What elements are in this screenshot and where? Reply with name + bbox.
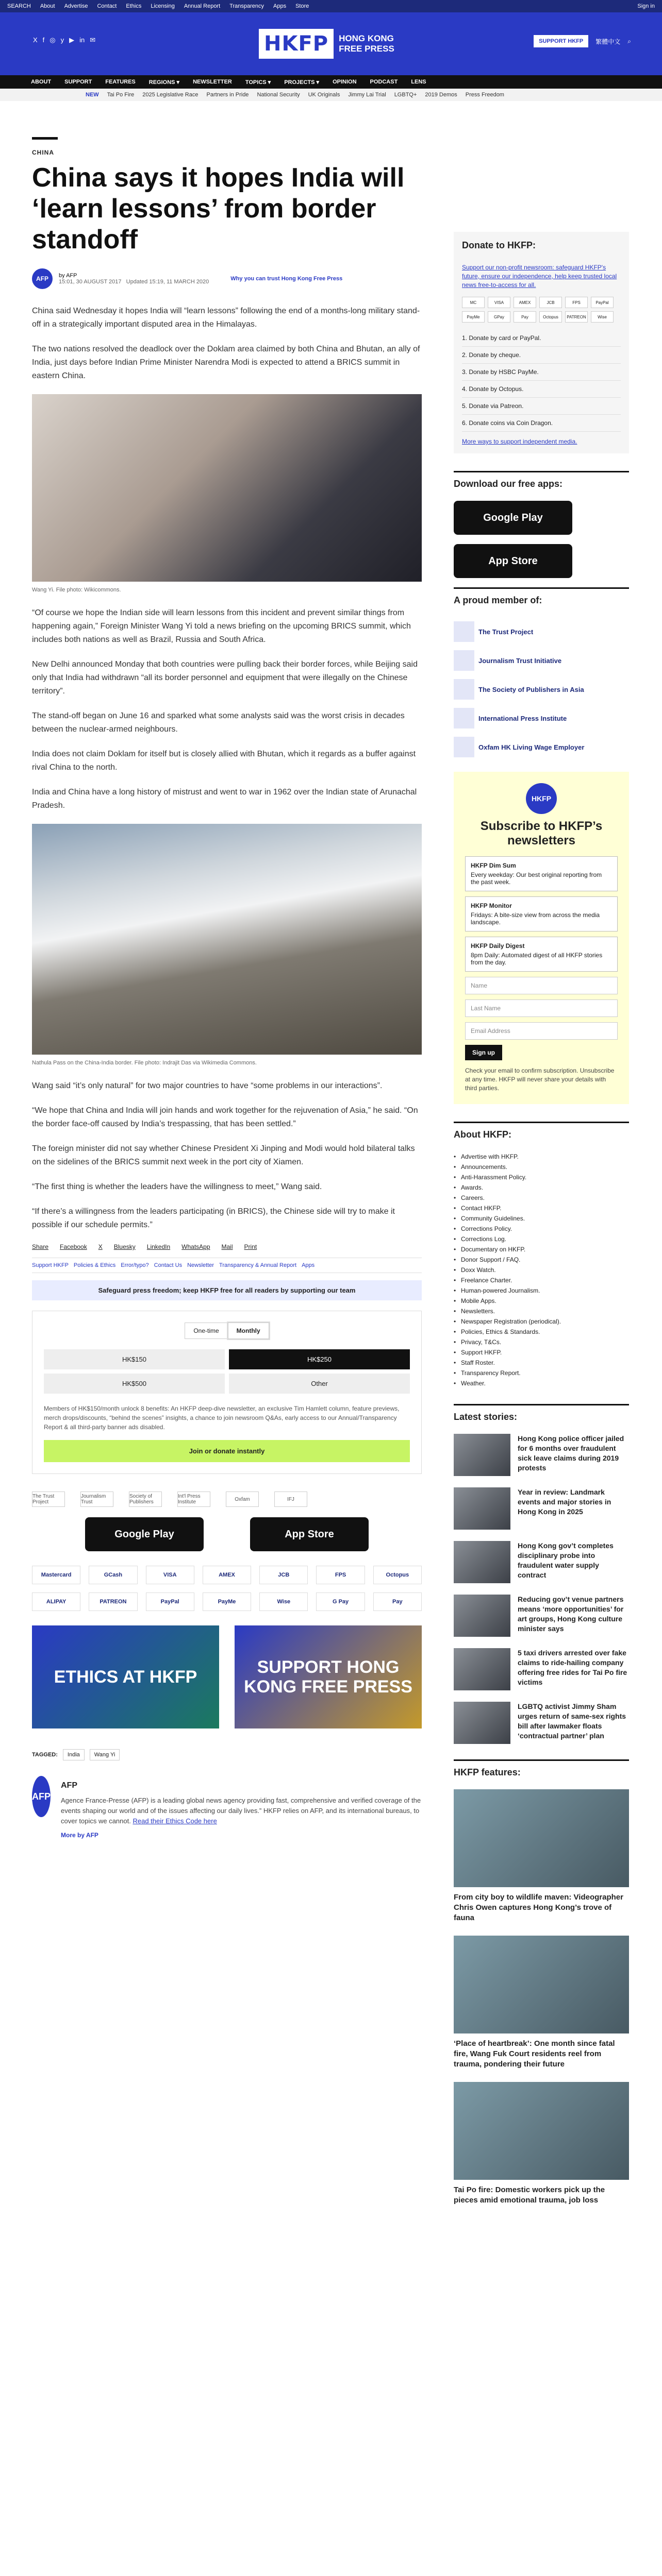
- apps-title: Download our free apps:: [454, 471, 629, 494]
- newsletter-option[interactable]: [465, 856, 618, 891]
- donate-method-link[interactable]: 1. Donate by card or PayPal.: [462, 330, 621, 347]
- newsletter-note: Check your email to confirm subscription. Unsubscribe at any time. HKFP will never share your details with third parties.: [465, 1067, 615, 1092]
- about-link[interactable]: • Anti-Harassment Policy.: [454, 1172, 629, 1182]
- about-link[interactable]: • Human-powered Journalism.: [454, 1285, 629, 1296]
- feature-headline[interactable]: ‘Place of heartbreak’: One month since fatal fire, Wang Fuk Court residents reel from trauma, pondering their future: [454, 2039, 615, 2069]
- about-link[interactable]: • Support HKFP.: [454, 1347, 629, 1358]
- signup-button[interactable]: Sign up: [465, 1045, 502, 1060]
- about-link[interactable]: • Advertise with HKFP.: [454, 1151, 629, 1162]
- story-thumbnail: [454, 1648, 510, 1690]
- partner-logo: Oxfam: [226, 1492, 259, 1507]
- topbar-link[interactable]: Transparency: [229, 3, 264, 9]
- about-link[interactable]: • Corrections Policy.: [454, 1224, 629, 1234]
- about-link[interactable]: • Community Guidelines.: [454, 1213, 629, 1224]
- member-icon: [454, 650, 474, 671]
- about-link[interactable]: • Privacy, T&Cs.: [454, 1337, 629, 1347]
- nav-item[interactable]: NEWSLETTER: [193, 79, 232, 85]
- about-link[interactable]: • Weather.: [454, 1378, 629, 1388]
- about-link[interactable]: • Corrections Log.: [454, 1234, 629, 1244]
- payment-logo: Wise: [259, 1592, 308, 1611]
- topbar-link[interactable]: Apps: [273, 3, 287, 9]
- about-link[interactable]: • Careers.: [454, 1193, 629, 1203]
- donate-method-link[interactable]: 4. Donate by Octopus.: [462, 381, 621, 398]
- about-link[interactable]: • Donor Support / FAQ.: [454, 1255, 629, 1265]
- share-link[interactable]: Print: [244, 1243, 257, 1250]
- newsletter-option[interactable]: [465, 896, 618, 931]
- paragraph: The foreign minister did not say whether Chinese President Xi Jinping and Modi would hold bilateral talks on the sidelines of the BRICS summit next week in the port city of Xiamen.: [32, 1144, 415, 1166]
- google-play-button[interactable]: Google Play: [85, 1517, 204, 1551]
- monthly-toggle[interactable]: Monthly: [228, 1323, 269, 1339]
- member-benefits: Members of HK$150/month unlock 8 benefits: An HKFP deep-dive newsletter, an exclusive Tim Hamlett column, feature previews, merch drops/discounts, “behind the scenes” insights, a chance to join newsroom Q&As, early access to our Annual/Transparency Report & all third-party banner ads disabled.: [44, 1405, 400, 1431]
- share-link[interactable]: Bluesky: [113, 1243, 136, 1250]
- newsletter-input[interactable]: Name: [465, 977, 618, 994]
- hkfp-logo[interactable]: [259, 26, 403, 62]
- story-headline[interactable]: Reducing gov’t venue partners means ‘more opportunities’ for art groups, Hong Kong culture minister says: [518, 1595, 624, 1633]
- tag-wang-yi[interactable]: Wang Yi: [90, 1749, 120, 1760]
- payment-card-icon: Wise: [591, 311, 614, 323]
- side-google-play[interactable]: Google Play: [454, 501, 572, 535]
- social-icon[interactable]: in: [79, 36, 85, 44]
- article: [32, 137, 422, 1839]
- ticker-item[interactable]: LGBTQ+: [394, 92, 417, 98]
- member-icon: [454, 679, 474, 700]
- member-name: The Trust Project: [478, 628, 534, 636]
- footer-link[interactable]: Apps: [302, 1262, 315, 1268]
- story-thumbnail: [454, 1702, 510, 1744]
- paragraph: The stand-off began on June 16 and sparked what some analysts said was the worst crisis in decades between the nuclear-armed neighbours.: [32, 711, 405, 734]
- members-title: A proud member of:: [454, 587, 629, 610]
- paragraph: China said Wednesday it hopes India will “learn lessons” following the end of a months-long military stand-off in a strategically important disputed area in the Himalayas.: [32, 307, 420, 329]
- ticker-item[interactable]: National Security: [257, 92, 300, 98]
- article-body-1: [32, 304, 422, 383]
- payment-methods: [32, 1566, 422, 1611]
- topbar-link[interactable]: Ethics: [126, 3, 142, 9]
- newsletter-input[interactable]: Last Name: [465, 999, 618, 1017]
- member-logo[interactable]: [454, 733, 629, 761]
- payment-card-icon: GPay: [488, 311, 510, 323]
- topbar-link[interactable]: SEARCH: [7, 3, 31, 9]
- paragraph: Wang said “it’s only natural” for two major countries to have “some problems in our interactions”.: [32, 1081, 383, 1090]
- story-thumbnail: [454, 1487, 510, 1530]
- social-links: [33, 36, 95, 44]
- feature-story[interactable]: [454, 2082, 629, 2206]
- paragraph: “If there’s a willingness from the leaders participating (in BRICS), the Chinese side will try to make it possible if our schedule permits.”: [32, 1207, 395, 1229]
- nav-item[interactable]: LENS: [411, 79, 426, 85]
- nav-item[interactable]: PROJECTS ▾: [284, 79, 320, 86]
- latest-story[interactable]: [454, 1434, 629, 1476]
- nav-item[interactable]: TOPICS ▾: [245, 79, 271, 86]
- features-title: HKFP features:: [454, 1759, 629, 1782]
- amount-other[interactable]: Other: [229, 1374, 410, 1394]
- payment-logo: PayPal: [146, 1592, 194, 1611]
- tags-label: TAGGED:: [32, 1752, 58, 1758]
- topbar-link[interactable]: Store: [295, 3, 309, 9]
- more-ways-link[interactable]: More ways to support independent media.: [462, 438, 577, 445]
- nathula-pass-photo: [32, 824, 422, 1055]
- paragraph: “The first thing is whether the leaders have the willingness to meet,” Wang said.: [32, 1182, 322, 1191]
- feature-story[interactable]: [454, 1936, 629, 2070]
- member-name: International Press Institute: [478, 714, 567, 722]
- story-thumbnail: [454, 1595, 510, 1637]
- about-link[interactable]: • Contact HKFP.: [454, 1203, 629, 1213]
- photo-caption-2: Nathula Pass on the China-India border. File photo: Indrajit Das via Wikimedia Commons.: [32, 1060, 257, 1066]
- social-icon[interactable]: ✉: [90, 36, 96, 44]
- feature-headline[interactable]: From city boy to wildlife maven: Videographer Chris Owen captures Hong Kong’s trove of fauna: [454, 1893, 623, 1922]
- trending-ticker: [0, 89, 662, 101]
- paragraph: “Of course we hope the Indian side will learn lessons from this incident and prevent similar things from happening again,” Foreign Minister Wang Yi told a news briefing on the upcoming BRICS summit, which includes both nations as well as Brazil, Russia and South Africa.: [32, 608, 411, 644]
- ethics-promo[interactable]: ETHICS AT HKFP: [32, 1625, 219, 1728]
- member-logo[interactable]: [454, 646, 629, 675]
- share-link[interactable]: LinkedIn: [146, 1243, 171, 1250]
- nav-item[interactable]: PODCAST: [370, 79, 398, 85]
- ticker-item[interactable]: Tai Po Fire: [107, 92, 135, 98]
- payment-card-icon: Pay: [514, 311, 536, 323]
- newsletter-title: Subscribe to HKFP’s newsletters: [480, 819, 603, 848]
- nav-item[interactable]: ABOUT: [31, 79, 52, 85]
- feature-image: [454, 2082, 629, 2180]
- payment-logo: G Pay: [316, 1592, 365, 1611]
- about-link[interactable]: • Awards.: [454, 1182, 629, 1193]
- logo-line2: FREE PRESS: [339, 44, 394, 54]
- side-app-store[interactable]: App Store: [454, 544, 572, 578]
- article-body-2: [32, 606, 422, 812]
- story-headline[interactable]: LGBTQ activist Jimmy Sham urges return of same-sex rights bill after lawmaker floats ‘contractual partner’ plan: [518, 1702, 626, 1740]
- byline: [32, 268, 422, 289]
- story-headline[interactable]: Year in review: Landmark events and major stories in Hong Kong in 2025: [518, 1488, 611, 1516]
- topbar-link[interactable]: Annual Report: [184, 3, 221, 9]
- newsletter-input[interactable]: Email Address: [465, 1022, 618, 1040]
- feature-image: [454, 1936, 629, 2033]
- partner-logos: [32, 1492, 422, 1507]
- social-icon[interactable]: f: [42, 36, 45, 44]
- amount-250[interactable]: HK$250: [229, 1349, 410, 1369]
- payment-card-icon: Octopus: [539, 311, 562, 323]
- payment-logo: PATREON: [89, 1592, 137, 1611]
- sidebar: [454, 232, 629, 2218]
- member-logo[interactable]: [454, 675, 629, 704]
- topbar-link[interactable]: Advertise: [64, 3, 88, 9]
- author-bio: [32, 1776, 422, 1839]
- amount-150[interactable]: HK$150: [44, 1349, 225, 1369]
- donate-method-link[interactable]: 6. Donate coins via Coin Dragon.: [462, 415, 621, 432]
- footer-link[interactable]: Contact Us: [154, 1262, 183, 1268]
- donate-title: Donate to HKFP:: [462, 240, 536, 250]
- share-link[interactable]: WhatsApp: [181, 1243, 210, 1250]
- safeguard-banner[interactable]: Safeguard press freedom; keep HKFP free for all readers by supporting our team: [32, 1280, 422, 1300]
- support-button[interactable]: SUPPORT HKFP: [534, 35, 588, 47]
- newsletter-desc: Every weekday: Our best original reporting from the past week.: [471, 871, 602, 886]
- member-name: The Society of Publishers in Asia: [478, 685, 584, 693]
- member-icon: [454, 737, 474, 757]
- author-avatar[interactable]: AFP: [32, 268, 53, 289]
- about-title: About HKFP:: [454, 1122, 629, 1144]
- logo-line1: HONG KONG: [339, 33, 394, 43]
- logo-mark: HKFP: [259, 29, 334, 59]
- donate-method-link[interactable]: 3. Donate by HSBC PayMe.: [462, 364, 621, 381]
- sign-in-link[interactable]: Sign in: [637, 3, 655, 9]
- member-name: Oxfam HK Living Wage Employer: [478, 743, 585, 751]
- member-logo[interactable]: [454, 617, 629, 646]
- member-icon: [454, 621, 474, 642]
- join-button[interactable]: Join or donate instantly: [44, 1440, 410, 1462]
- donate-lead[interactable]: Support our non-profit newsroom: safeguard HKFP's future, ensure our independence, help keep trusted local news free-to-access for all.: [462, 264, 617, 289]
- ticker-item[interactable]: Jimmy Lai Trial: [348, 92, 386, 98]
- story-headline[interactable]: 5 taxi drivers arrested over fake claims to ride-hailing company offering free rides for Tai Po fire victims: [518, 1649, 627, 1686]
- feature-story[interactable]: [454, 1789, 629, 1923]
- payment-logo: JCB: [259, 1566, 308, 1584]
- ticker-item[interactable]: 2025 Legislative Race: [142, 92, 198, 98]
- newsletter-option[interactable]: [465, 937, 618, 972]
- payment-card-icon: VISA: [488, 297, 510, 308]
- partner-logo: The Trust Project: [32, 1492, 65, 1507]
- footer-link[interactable]: Transparency & Annual Report: [219, 1262, 297, 1268]
- payment-card-icon: JCB: [539, 297, 562, 308]
- share-bar: [32, 1243, 422, 1250]
- partner-logo: Society of Publishers: [129, 1492, 162, 1507]
- app-store-button[interactable]: App Store: [250, 1517, 369, 1551]
- search-icon[interactable]: ⌕: [627, 37, 631, 45]
- publish-date: 15:01, 30 AUGUST 2017: [59, 279, 122, 285]
- tags: [32, 1749, 422, 1760]
- donation-widget: [32, 1311, 422, 1474]
- payment-logo: VISA: [146, 1566, 194, 1584]
- one-time-toggle[interactable]: One-time: [185, 1323, 227, 1339]
- newsletter-signup: [454, 772, 629, 1104]
- share-link[interactable]: Share: [32, 1243, 49, 1250]
- ticker-label: NEW: [86, 92, 99, 98]
- payment-card-icon: MC: [462, 297, 485, 308]
- latest-story[interactable]: [454, 1648, 629, 1690]
- member-logo[interactable]: [454, 704, 629, 733]
- sidebar-donate: [454, 232, 629, 453]
- payment-card-icon: PayPal: [591, 297, 614, 308]
- about-link[interactable]: • Freelance Charter.: [454, 1275, 629, 1285]
- tag-india[interactable]: India: [63, 1749, 85, 1760]
- payment-logo: FPS: [316, 1566, 365, 1584]
- latest-story[interactable]: [454, 1702, 629, 1744]
- category-kicker[interactable]: CHINA: [32, 149, 54, 156]
- masthead: [0, 12, 662, 75]
- ticker-item[interactable]: Partners in Pride: [206, 92, 249, 98]
- about-link[interactable]: • Policies, Ethics & Standards.: [454, 1327, 629, 1337]
- newsletter-desc: Fridays: A bite-size view from across the media landscape.: [471, 911, 600, 926]
- bio-avatar[interactable]: AFP: [32, 1776, 51, 1817]
- ticker-item[interactable]: UK Originals: [308, 92, 340, 98]
- footer-link[interactable]: Newsletter: [187, 1262, 214, 1268]
- ticker-item[interactable]: 2019 Demos: [425, 92, 457, 98]
- latest-story[interactable]: [454, 1595, 629, 1637]
- top-bar: [0, 0, 662, 12]
- paragraph: India does not claim Doklam for itself but is closely allied with Bhutan, which it regards as a buffer against rival China to the north.: [32, 750, 416, 772]
- payment-logo: ALIPAY: [32, 1592, 80, 1611]
- amount-500[interactable]: HK$500: [44, 1374, 225, 1394]
- payment-card-icon: PATREON: [565, 311, 588, 323]
- social-icon[interactable]: ◎: [49, 36, 56, 44]
- bio-name[interactable]: AFP: [61, 1781, 77, 1790]
- partner-logo: IFJ: [274, 1492, 307, 1507]
- member-name: Journalism Trust Initiative: [478, 656, 562, 665]
- share-link[interactable]: X: [98, 1243, 103, 1250]
- about-link[interactable]: • Announcements.: [454, 1162, 629, 1172]
- newsletter-name: HKFP Dim Sum: [471, 862, 516, 869]
- payment-card-icon: FPS: [565, 297, 588, 308]
- feature-image: [454, 1789, 629, 1887]
- donate-method-link[interactable]: 5. Donate via Patreon.: [462, 398, 621, 415]
- payment-logo: Mastercard: [32, 1566, 80, 1584]
- paragraph: New Delhi announced Monday that both countries were pulling back their border forces, while Beijing said only that India had withdrawn “all its border personnel and equipment that were illegally on the Chinese territory”.: [32, 660, 418, 696]
- ticker-item[interactable]: Press Freedom: [465, 92, 504, 98]
- paragraph: The two nations resolved the deadlock over the Doklam area claimed by both China and Bhutan, an ally of India, just days before Indian Prime Minister Narendra Modi is expected to attend a BRICS summit in eastern China.: [32, 345, 420, 380]
- nav-item[interactable]: FEATURES: [105, 79, 136, 85]
- member-icon: [454, 708, 474, 728]
- social-icon[interactable]: X: [33, 36, 38, 44]
- topbar-link[interactable]: Contact: [97, 3, 117, 9]
- partner-logo: Int'l Press Institute: [177, 1492, 210, 1507]
- article-footer-links: [32, 1258, 422, 1273]
- paragraph: India and China have a long history of mistrust and went to war in 1962 over the Indian state of Arunachal Pradesh.: [32, 788, 417, 810]
- feature-headline[interactable]: Tai Po fire: Domestic workers pick up the pieces amid emotional trauma, job loss: [454, 2185, 605, 2205]
- language-toggle[interactable]: 繁體中文: [595, 38, 621, 45]
- partner-logo: Journalism Trust: [80, 1492, 113, 1507]
- social-icon[interactable]: ▶: [69, 36, 75, 44]
- nav-item[interactable]: OPINION: [333, 79, 357, 85]
- share-link[interactable]: Facebook: [60, 1243, 87, 1250]
- article-title: China says it hopes India will ‘learn lessons’ from border standoff: [32, 163, 405, 255]
- trust-link[interactable]: Why you can trust Hong Kong Free Press: [230, 276, 343, 282]
- payment-logo: AMEX: [203, 1566, 251, 1584]
- payment-card-icon: PayMe: [462, 311, 485, 323]
- payment-logo: PayMe: [203, 1592, 251, 1611]
- payment-logo: Pay: [373, 1592, 422, 1611]
- story-headline[interactable]: Hong Kong gov’t completes disciplinary probe into fraudulent water supply contract: [518, 1541, 614, 1579]
- about-link[interactable]: • Mobile Apps.: [454, 1296, 629, 1306]
- nav-item[interactable]: REGIONS ▾: [148, 79, 180, 86]
- payment-logo: Octopus: [373, 1566, 422, 1584]
- footer-link[interactable]: Error/typo?: [121, 1262, 149, 1268]
- photo-caption-1: Wang Yi. File photo: Wikicommons.: [32, 587, 121, 593]
- story-thumbnail: [454, 1434, 510, 1476]
- author-name[interactable]: by AFP: [59, 273, 77, 279]
- donate-method-link[interactable]: 2. Donate by cheque.: [462, 347, 621, 364]
- ethics-link[interactable]: Read their Ethics Code here: [133, 1817, 217, 1825]
- newsletter-badge: HKFP: [526, 783, 557, 814]
- paragraph: “We hope that China and India will join hands and work together for the rejuvenation of Asia,” he said. “On the border face-off caused by India’s trespassing, that has been settled.”: [32, 1106, 418, 1128]
- footer-link[interactable]: Policies & Ethics: [73, 1262, 116, 1268]
- support-promo[interactable]: SUPPORT HONG KONG FREE PRESS: [235, 1625, 422, 1728]
- newsletter-name: HKFP Daily Digest: [471, 942, 525, 950]
- topbar-link[interactable]: About: [40, 3, 55, 9]
- nav-item[interactable]: SUPPORT: [64, 79, 92, 85]
- about-link[interactable]: • Transparency Report.: [454, 1368, 629, 1378]
- latest-story[interactable]: [454, 1541, 629, 1583]
- about-link[interactable]: • Newspaper Registration (periodical).: [454, 1316, 629, 1327]
- about-link[interactable]: • Documentary on HKFP.: [454, 1244, 629, 1255]
- main-nav: [0, 75, 662, 89]
- payment-logo: GCash: [89, 1566, 137, 1584]
- about-link[interactable]: • Newsletters.: [454, 1306, 629, 1316]
- about-link[interactable]: • Doxx Watch.: [454, 1265, 629, 1275]
- story-headline[interactable]: Hong Kong police officer jailed for 6 months over fraudulent sick leave claims during 2019 protests: [518, 1434, 624, 1472]
- social-icon[interactable]: y: [60, 36, 64, 44]
- updated-date: Updated 15:19, 11 MARCH 2020: [126, 279, 209, 285]
- latest-title: Latest stories:: [454, 1404, 629, 1427]
- share-link[interactable]: Mail: [221, 1243, 233, 1250]
- story-thumbnail: [454, 1541, 510, 1583]
- wang-yi-photo: [32, 394, 422, 582]
- newsletter-desc: 8pm Daily: Automated digest of all HKFP stories from the day.: [471, 952, 603, 966]
- topbar-link[interactable]: Licensing: [151, 3, 175, 9]
- article-body-3: [32, 1079, 422, 1232]
- newsletter-name: HKFP Monitor: [471, 902, 512, 909]
- bio-text: Agence France-Presse (AFP) is a leading global news agency providing fast, comprehensive and verified coverage of the events shaping our world and of the issues affecting our daily lives.” HKFP relies on AFP, and its international bureaus, to cover topics we cannot.: [61, 1797, 421, 1825]
- latest-story[interactable]: [454, 1487, 629, 1530]
- about-link[interactable]: • Staff Roster.: [454, 1358, 629, 1368]
- footer-link[interactable]: Support HKFP: [32, 1262, 69, 1268]
- payment-card-icon: AMEX: [514, 297, 536, 308]
- more-by-author[interactable]: More by AFP: [61, 1832, 98, 1839]
